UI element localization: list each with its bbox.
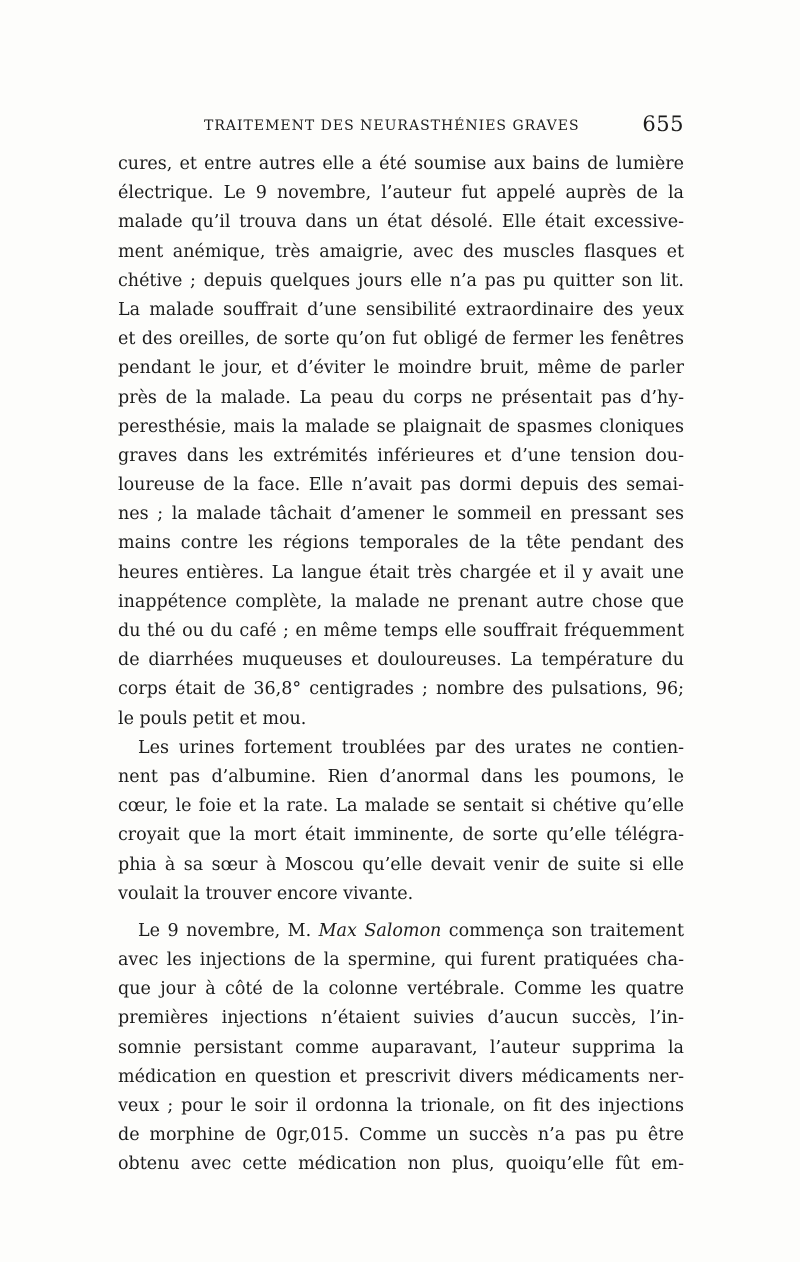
text-line: peresthésie, mais la malade se plaignait de spasmes cloniques [118,416,684,437]
text-line: graves dans les extrémités inférieures et d’une tension dou- [118,445,684,466]
text-line [118,917,684,946]
paragraph-2 [118,734,684,909]
paragraph-gap [118,909,684,917]
text-line: chétive ; depuis quelques jours elle n’a pas pu quitter son lit. [118,270,684,291]
text-line: croyait que la mort était imminente, de sorte qu’elle télégra- [118,825,684,846]
text-line: électrique. Le 9 novembre, l’auteur fut appelé auprès de la [118,183,684,204]
text-line: nent pas d’albumine. Rien d’anormal dans les poumons, le [118,766,684,787]
text-line: le pouls petit et mou. [118,708,307,729]
text-line: mains contre les régions temporales de la tête pendant des [118,533,684,554]
text-line: La malade souffrait d’une sensibilité extraordinaire des yeux [118,299,684,320]
text-line: somnie persistant comme auparavant, l’auteur supprima la [118,1037,684,1058]
text-line: nes ; la malade tâchait d’amener le sommeil en pressant ses [118,504,684,525]
text-line: ment anémique, très amaigrie, avec des muscles flasques et [118,241,684,262]
text-line: cures, et entre autres elle a été soumise aux bains de lumière [118,154,684,174]
text-line: inappétence complète, la malade ne prenant autre chose que [118,591,684,612]
text-line: avec les injections de la spermine, qui furent pratiquées cha- [118,950,684,971]
text-line: voulait la trouver encore vivante. [118,883,414,904]
text-run: commença son traitement [441,920,684,941]
text-line: pendant le jour, et d’éviter le moindre bruit, même de parler [118,358,684,379]
running-head [118,112,684,142]
text-line: corps était de 36,8° centigrades ; nombre des pulsations, 96; [118,679,684,700]
text-line: loureuse de la face. Elle n’avait pas dormi depuis des semai- [118,475,684,496]
person-name: Max Salomon [318,920,442,941]
text-line: premières injections n’étaient suivies d’aucun succès, l’in- [118,1008,684,1029]
text-run: Le 9 novembre, M. [138,920,319,941]
text-line: de diarrhées muqueuses et douloureuses. La température du [118,650,684,671]
text-line: de morphine de 0gr,015. Comme un succès n’a pas pu être [118,1125,684,1146]
text-line: heures entières. La langue était très chargée et il y avait une [118,562,684,583]
text-line: Les urines fortement troublées par des urates ne contien- [138,737,684,758]
text-line: cœur, le foie et la rate. La malade se sentait si chétive qu’elle [118,796,684,817]
page-number: 655 [642,112,684,136]
body-text [118,150,684,1180]
text-line: près de la malade. La peau du corps ne présentait pas d’hy- [118,387,684,408]
text-line: que jour à côté de la colonne vertébrale. Comme les quatre [118,979,684,1000]
text-line: veux ; pour le soir il ordonna la trionale, on fit des injections [118,1096,684,1116]
text-line: obtenu avec cette médication non plus, quoiqu’elle fût em- [118,1154,684,1175]
running-title: TRAITEMENT DES NEURASTHÉNIES GRAVES [204,118,580,134]
text-line: et des oreilles, de sorte qu’on fut obligé de fermer les fenêtres [118,329,684,350]
text-line: phia à sa sœur à Moscou qu’elle devait venir de suite si elle [118,854,684,875]
text-line: médication en question et prescrivit divers médicaments ner- [118,1066,684,1087]
text-line: malade qu’il trouva dans un état désolé. Elle était excessive- [118,212,684,233]
text-line: du thé ou du café ; en même temps elle souffrait fréquemment [118,621,684,641]
paragraph-1 [118,150,684,734]
paragraph-3 [118,917,684,1180]
